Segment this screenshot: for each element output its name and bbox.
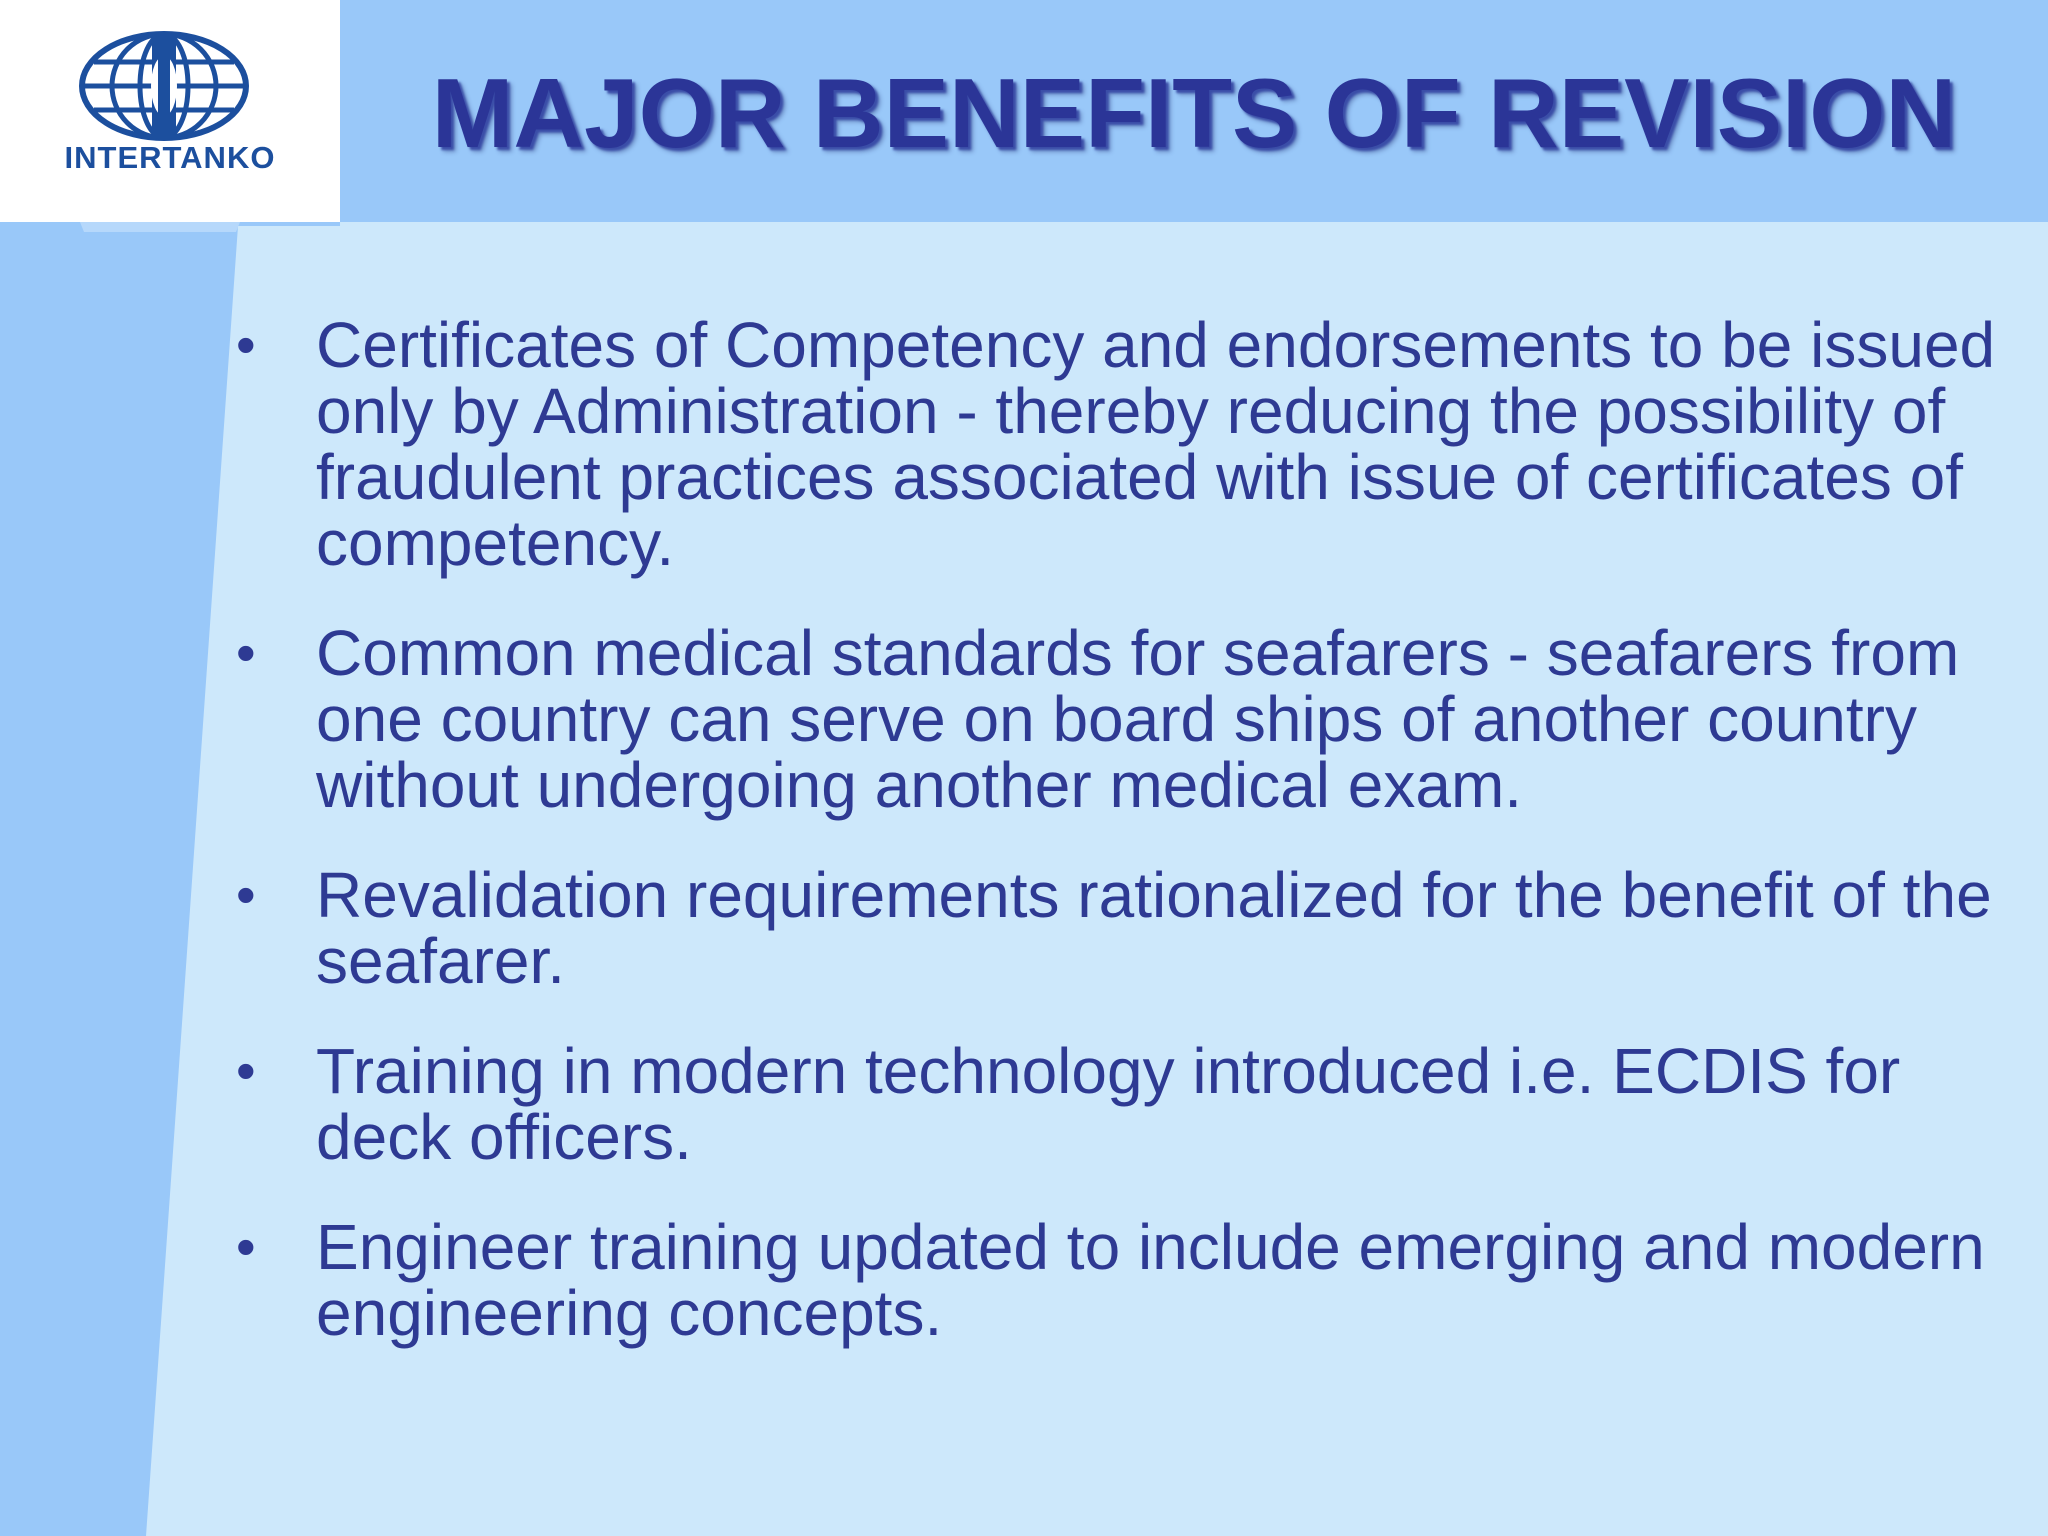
bullet-item (230, 309, 2010, 579)
globe-icon (78, 30, 250, 142)
bullet-marker: • (236, 1039, 256, 1102)
bullet-item (230, 1211, 2010, 1349)
bullet-marker: • (236, 621, 256, 684)
slide-title: MAJOR BENEFITS OF REVISION (431, 58, 1957, 168)
bullet-text: Training in modern technology introduced i.e. ECDIS for deck officers. (316, 1035, 1901, 1173)
logo (0, 0, 340, 222)
bullet-list (230, 309, 2010, 1390)
bullet-marker: • (236, 313, 256, 376)
logo-text: INTERTANKO (64, 140, 276, 175)
bullet-marker: • (236, 863, 256, 926)
bullet-text: Engineer training updated to include emerging and modern engineering concepts. (316, 1211, 1985, 1349)
bullet-text: Revalidation requirements rationalized for the benefit of the seafarer. (316, 859, 1992, 997)
left-band-highlight (80, 222, 240, 232)
bullet-marker: • (236, 1215, 256, 1278)
bullet-item (230, 859, 2010, 997)
bullet-item (230, 1035, 2010, 1173)
bullet-text: Certificates of Competency and endorsements to be issued only by Administration - thereby reducing the possibility of fraudulent practices associated with issue of certificates of competency. (316, 309, 1996, 579)
bullet-item (230, 617, 2010, 821)
bullet-text: Common medical standards for seafarers - seafarers from one country can serve on board ships of another country without undergoing another medical exam. (316, 617, 1960, 821)
